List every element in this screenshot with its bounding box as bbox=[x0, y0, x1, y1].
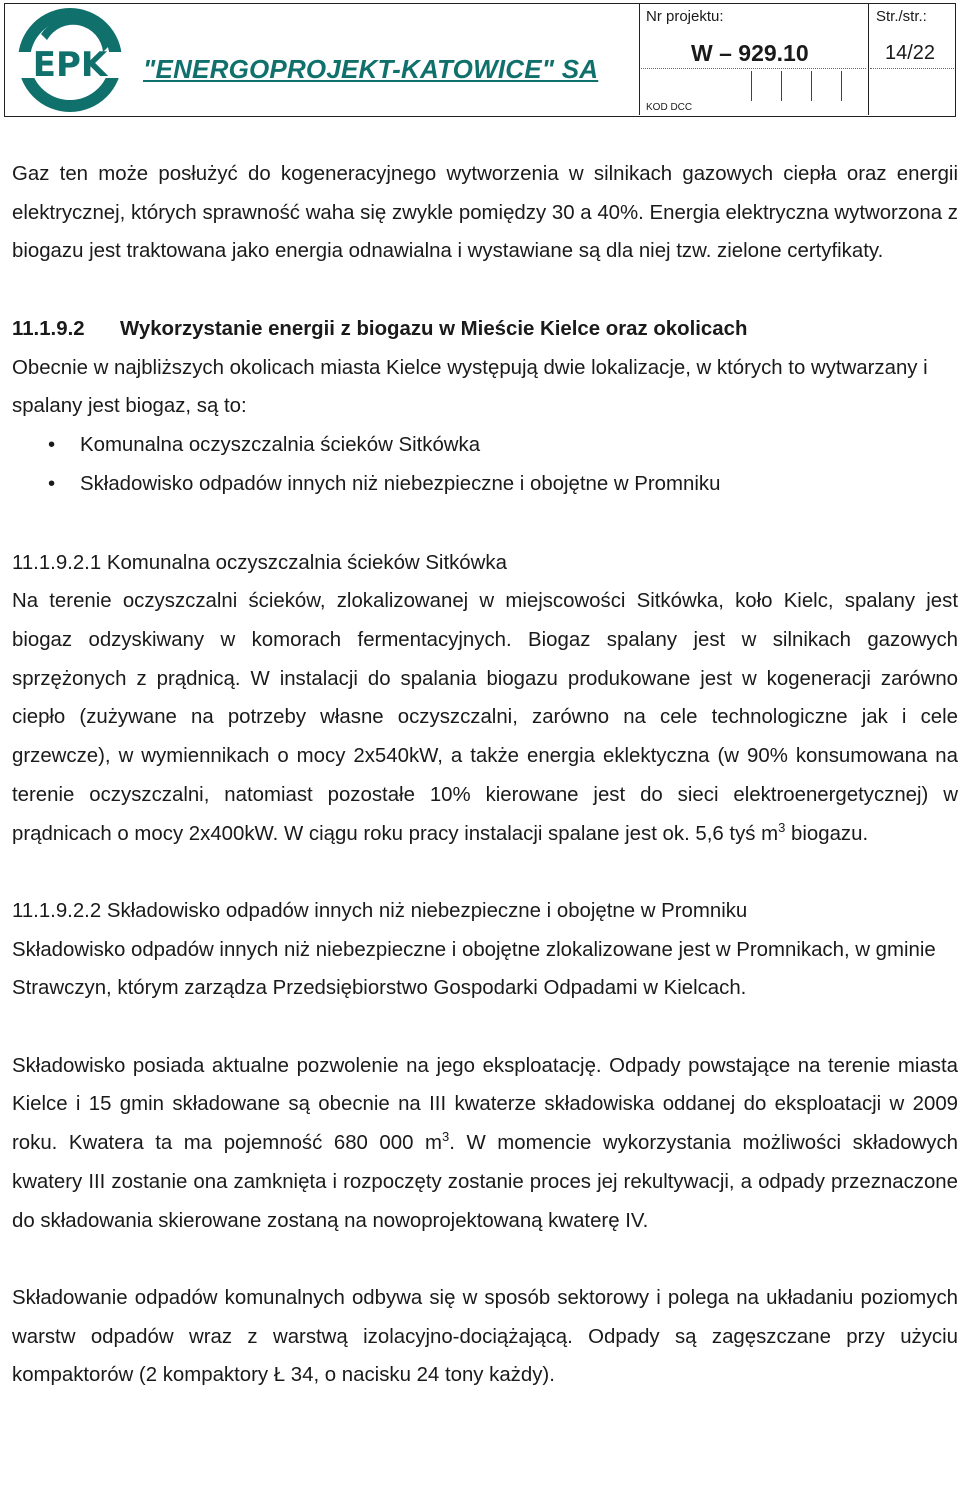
list-item bbox=[12, 426, 958, 466]
bullet-icon: • bbox=[48, 433, 56, 456]
spacer bbox=[12, 505, 958, 544]
section-title: Wykorzystanie energii z biogazu w Mieście Kielce oraz okolicach bbox=[120, 317, 748, 340]
intro-paragraph: Gaz ten może posłużyć do kogeneracyjnego wytworzenia w silnikach gazowych ciepła oraz energii elektrycznej, których sprawność waha się zwykle pomiędzy 30 a 40%. Energia elektryczna wytworzona z biogazu jest traktowana jako energia odnawialna i wystawiane są dla niej tzw. zielone certyfikaty. bbox=[12, 163, 958, 263]
section-lead: Obecnie w najbliższych okolicach miasta Kielce występują dwie lokalizacje, w których to wytwarzany i spalany jest biogaz, są to: bbox=[12, 356, 928, 418]
logo-text: EPK bbox=[32, 45, 108, 85]
subsection-heading: 11.1.9.2.1 Komunalna oczyszczalnia ścieków Sitkówka bbox=[12, 551, 507, 574]
dcc-cell-divider bbox=[811, 71, 812, 101]
section-number: 11.1.9.2 bbox=[12, 317, 85, 340]
dcc-cell-divider bbox=[841, 71, 842, 101]
dcc-cell-divider bbox=[781, 71, 782, 101]
dotted-rule bbox=[641, 68, 866, 69]
superscript: 3 bbox=[778, 819, 786, 835]
page-number-label: Str./str.: bbox=[876, 8, 927, 25]
header-divider bbox=[868, 4, 869, 115]
logo-area bbox=[5, 4, 639, 115]
dcc-code-label: KOD DCC bbox=[646, 102, 693, 113]
spacer bbox=[12, 853, 958, 892]
document-body bbox=[12, 155, 958, 1395]
paragraph-text: biogazu. bbox=[785, 822, 869, 845]
dcc-cell-divider bbox=[751, 71, 752, 101]
superscript: 3 bbox=[442, 1129, 450, 1145]
paragraph-text: . W momencie wykorzystania możliwości składowych kwatery III zostanie ona zamknięta i rozpoczęty zostanie proces jej rekultywacji, a odpady przeznaczone do składowania skierowane zostaną na nowoprojektowaną kwaterę IV. bbox=[12, 1132, 958, 1232]
header-divider bbox=[639, 4, 640, 115]
subsection-paragraph bbox=[12, 1047, 958, 1241]
paragraph-text: Na terenie oczyszczalni ścieków, zlokalizowanej w miejscowości Sitkówka, koło Kielc, spalany jest biogaz odzyskiwany w komorach fermentacyjnych. Biogaz spalany jest w silnikach gazowych sprzężonych z prądnicą. W instalacji do spalania biogazu produkowane jest w kogeneracji zarówno ciepło (zużywane na potrzeby własne oczyszczalni, zarówno na cele technologiczne jak i cele grzewcze), w wymiennikach o mocy 2x540kW, a także energia eklektyczna (w 90% konsumowana na terenie oczyszczalni, natomiast pozostałe 10% kierowane jest do sieci elektroenergetycznej) w prądnicach o mocy 2x400kW. W ciągu roku pracy instalacji spalane jest ok. 5,6 tyś m bbox=[12, 590, 958, 845]
location-list bbox=[12, 426, 958, 505]
spacer bbox=[12, 1240, 958, 1279]
spacer bbox=[12, 1008, 958, 1047]
list-item bbox=[12, 465, 958, 505]
epk-logo-icon bbox=[11, 6, 129, 114]
list-item-text: Komunalna oczyszczalnia ścieków Sitkówka bbox=[80, 433, 481, 456]
project-number-label: Nr projektu: bbox=[646, 8, 724, 25]
document-header bbox=[4, 3, 956, 117]
subsection-paragraph: Składowisko odpadów innych niż niebezpieczne i obojętne zlokalizowane jest w Promnikach, w gminie Strawczyn, którym zarządza Przedsiębiorstwo Gospodarki Odpadami w Kielcach. bbox=[12, 938, 936, 1000]
page-number: 14/22 bbox=[885, 42, 936, 64]
project-number: W – 929.10 bbox=[691, 40, 809, 66]
spacer bbox=[12, 271, 958, 310]
dotted-rule bbox=[870, 68, 954, 69]
bullet-icon: • bbox=[48, 473, 56, 496]
paragraph-text: Składowisko posiada aktualne pozwolenie na jego eksploatację. Odpady powstające na terenie miasta Kielce i 15 gmin składowane są obecnie na III kwaterze składowiska oddanej do eksploatacji w 2009 roku. Kwatera ta ma pojemność 680 000 m bbox=[12, 1054, 958, 1155]
subsection-paragraph bbox=[12, 582, 958, 853]
list-item-text: Składowisko odpadów innych niż niebezpieczne i obojętne w Promniku bbox=[80, 473, 721, 496]
subsection-paragraph: Składowanie odpadów komunalnych odbywa się w sposób sektorowy i polega na układaniu poziomych warstw odpadów wraz z warstwą izolacyjno-dociążającą. Odpady są zagęszczane przy użyciu kompaktorów (2 kompaktory Ł 34, o nacisku 24 tony każdy). bbox=[12, 1286, 958, 1387]
subsection-heading: 11.1.9.2.2 Składowisko odpadów innych niż niebezpieczne i obojętne w Promniku bbox=[12, 899, 748, 922]
section-heading bbox=[12, 310, 958, 349]
company-name: "ENERGOPROJEKT-KATOWICE" SA bbox=[143, 54, 599, 84]
